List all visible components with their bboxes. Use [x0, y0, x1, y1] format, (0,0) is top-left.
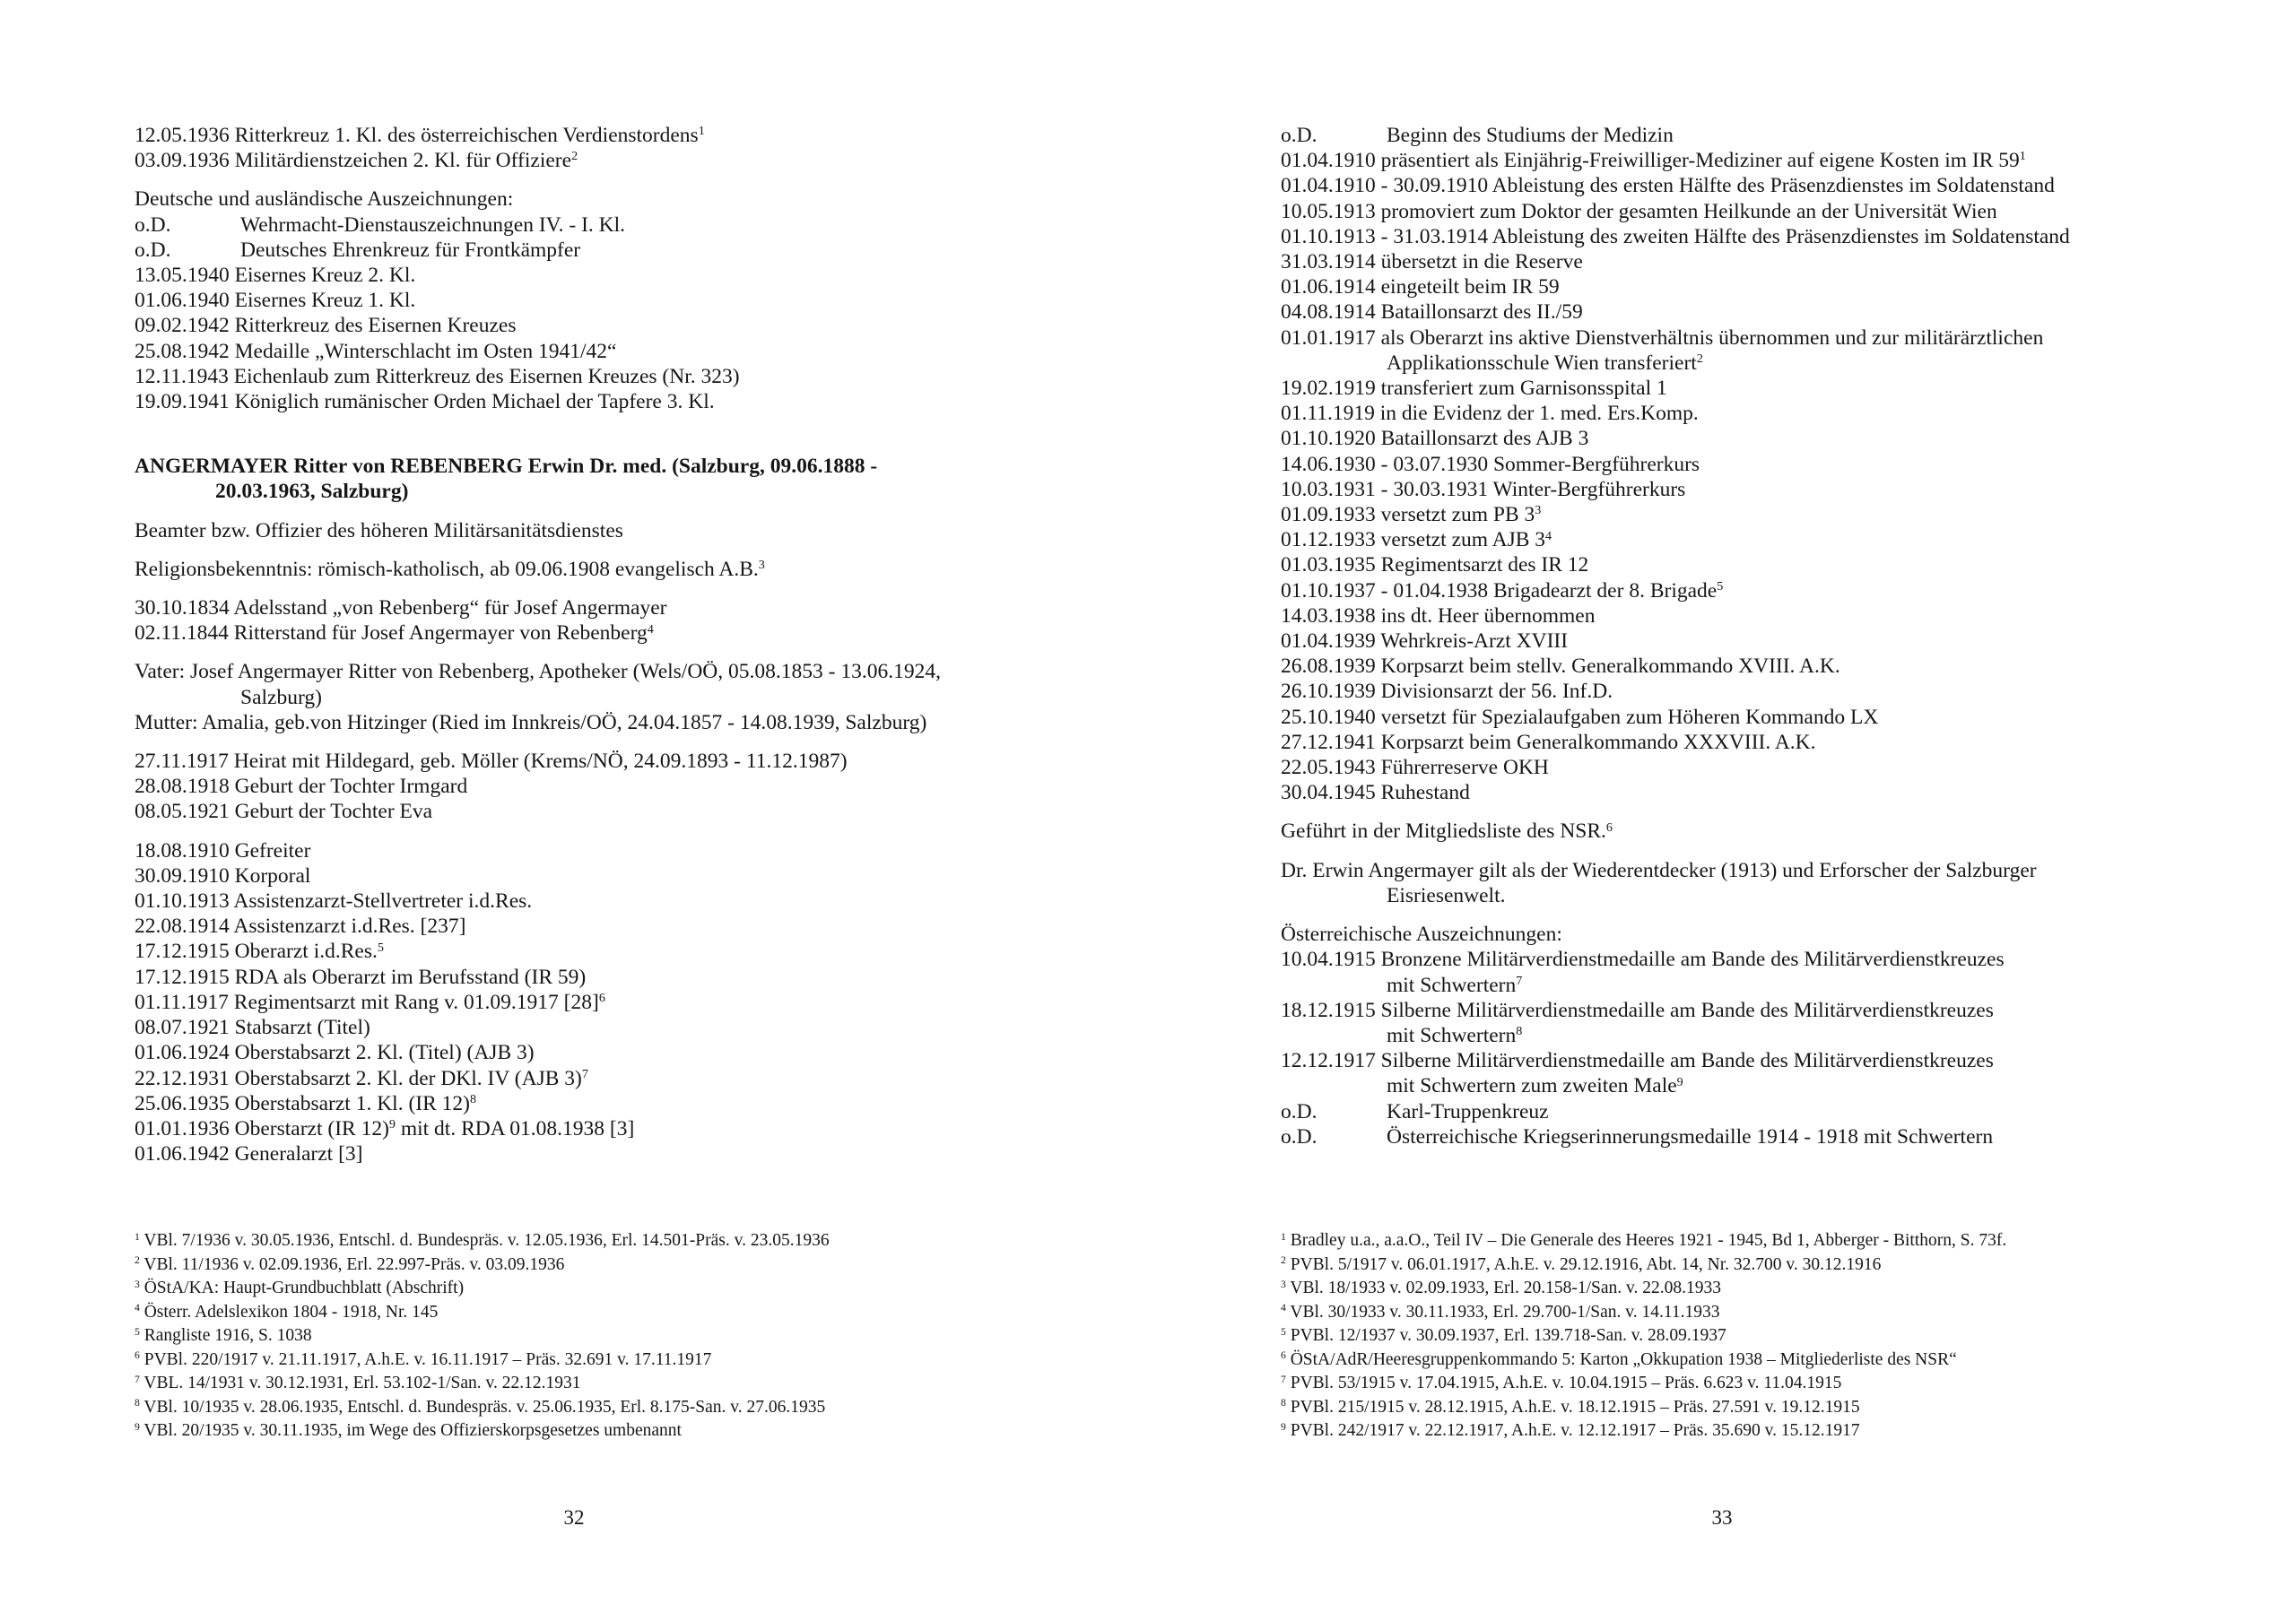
- entry-line: 01.10.1913 Assistenzarzt-Stellvertreter i.d.Res.: [135, 889, 533, 914]
- entry-line: 01.01.1936 Oberstarzt (IR 12)$^9$ mit dt. RDA 01.08.1938 [3]: [135, 1116, 635, 1140]
- footnote-number: 8: [1281, 1397, 1286, 1409]
- text-line: Deutsche und ausländische Auszeichnungen:: [135, 187, 514, 212]
- entry-date: 01.06.1942: [135, 1142, 235, 1166]
- footnote-ref: 7: [1516, 973, 1523, 988]
- entry-date: 12.11.1943: [135, 364, 234, 388]
- entry-line: 08.07.1921 Stabsarzt (Titel): [135, 1016, 370, 1040]
- entry-line: 10.03.1931 - 30.03.1931 Winter-Bergführerkurs: [1281, 477, 1686, 501]
- text-line: Dr. Erwin Angermayer gilt als der Wiederentdecker (1913) und Erforscher der Salzburger Eisriesenwelt.: [1281, 858, 2037, 907]
- entry-date: 02.11.1844: [135, 621, 234, 646]
- entry-date: 01.10.1937 - 01.04.1938: [1281, 578, 1493, 603]
- entry-date: 08.07.1921: [135, 1016, 235, 1040]
- entry-line: 17.12.1915 Oberarzt i.d.Res.$^5$: [135, 940, 384, 964]
- text-block: [1281, 858, 2260, 908]
- footnote: $^4$ VBl. 30/1933 v. 30.11.1933, Erl. 29.700-1/San. v. 14.11.1933: [1281, 1302, 1720, 1322]
- entry-date: o.D.: [1281, 1124, 1318, 1149]
- text-block: [1281, 819, 2260, 844]
- entry-date: 01.10.1913: [135, 889, 234, 914]
- entry-line: 01.01.1917 als Oberarzt ins aktive Dienstverhältnis übernommen und zur militärärztlichen Applikationsschule Wien transferiert$^2$: [1281, 325, 2044, 375]
- entry-line: 01.09.1933 versetzt zum PB $3^3$: [1281, 503, 1542, 527]
- entry-date: 03.09.1936: [135, 149, 235, 173]
- footnote: $^8$ PVBl. 215/1915 v. 28.12.1915, A.h.E. v. 18.12.1915 – Präs. 27.591 v. 19.12.1915: [1281, 1397, 1860, 1417]
- footnote-number: 8: [135, 1397, 140, 1409]
- entry-line: 01.06.1940 Eisernes Kreuz 1. Kl.: [135, 289, 416, 313]
- entry-line: 12.12.1917 Silberne Militärverdienstmedaille am Bande des Militärverdienstkreuzes mit Schwertern zum zweiten Male$^9$: [1281, 1049, 1994, 1098]
- text-line: Religionsbekenntnis: römisch-katholisch, ab 09.06.1908 evangelisch A.B.$^3$: [135, 557, 765, 581]
- text-line: Vater: Josef Angermayer Ritter von Rebenberg, Apotheker (Wels/OÖ, 05.08.1853 - 13.06.1924, Salzburg): [135, 660, 941, 709]
- entry-date: 01.09.1933: [1281, 503, 1381, 527]
- footnote-number: 9: [135, 1420, 140, 1433]
- footnote-ref: 2: [571, 149, 578, 164]
- footnote-number: 9: [1281, 1420, 1286, 1433]
- text-block: [135, 659, 1114, 735]
- text-block: [1281, 123, 2260, 805]
- entry-line: 08.05.1921 Geburt der Tochter Eva: [135, 800, 433, 824]
- entry-date: 25.08.1942: [135, 339, 235, 363]
- entry-line: 31.03.1914 übersetzt in die Reserve: [1281, 250, 1583, 274]
- entry-date: 30.09.1910: [135, 863, 235, 888]
- entry-date: o.D.: [1281, 1099, 1318, 1123]
- footnote-number: 6: [1281, 1349, 1286, 1362]
- entry-date: 01.11.1917: [135, 990, 234, 1014]
- text-block: [135, 838, 1114, 1167]
- entry-line: 01.11.1919 in die Evidenz der 1. med. Ers.Komp.: [1281, 402, 1699, 426]
- entry-date: 10.03.1931 - 30.03.1931: [1281, 477, 1493, 501]
- entry-line: 19.02.1919 transferiert zum Garnisonsspital 1: [1281, 377, 1667, 401]
- footnote-ref: 1: [698, 124, 705, 139]
- entry-date: 26.10.1939: [1281, 680, 1381, 704]
- footnote-ref: 7: [581, 1066, 588, 1081]
- page-number-33: 33: [1711, 1506, 1733, 1529]
- entry-date: 01.12.1933: [1281, 528, 1381, 552]
- entry-line: 10.04.1915 Bronzene Militärverdienstmedaille am Bande des Militärverdienstkreuzes mit Schwertern$^7$: [1281, 948, 2005, 997]
- footnote-number: 3: [1281, 1278, 1286, 1290]
- entry-line: 01.03.1935 Regimentsarzt des IR 12: [1281, 553, 1589, 577]
- entry-line: 01.10.1913 - 31.03.1914 Ableistung des zweiten Hälfte des Präsenzdienstes im Soldatenstand: [1281, 224, 2070, 248]
- footnote: $^8$ VBl. 10/1935 v. 28.06.1935, Entschl. d. Bundespräs. v. 25.06.1935, Erl. 8.175-San. v. 27.06.1935: [135, 1397, 826, 1417]
- entry-date: 13.05.1940: [135, 264, 235, 288]
- footnote-ref: 3: [1535, 503, 1542, 518]
- footnote-ref: 6: [598, 991, 605, 1006]
- footnote-number: 7: [1281, 1373, 1286, 1385]
- text-line: Beamter bzw. Offizier des höheren Militärsanitätsdienstes: [135, 518, 623, 542]
- footnote: $^9$ VBl. 20/1935 v. 30.11.1935, im Wege des Offizierskorpsgesetzes umbenannt: [135, 1420, 682, 1440]
- entry-date: 01.04.1910: [1281, 149, 1381, 173]
- entry-date: 19.09.1941: [135, 390, 235, 414]
- entry-line: 26.10.1939 Divisionsarzt der 56. Inf.D.: [1281, 680, 1613, 704]
- footnote-number: 4: [1281, 1302, 1286, 1314]
- entry-line: o.D. Deutsches Ehrenkreuz für Frontkämpfer: [135, 238, 581, 262]
- footnote: $^6$ ÖStA/AdR/Heeresgruppenkommando 5: Karton „Okkupation 1938 – Mitgliederliste des NSR“: [1281, 1349, 1957, 1369]
- footnote-number: 1: [1281, 1230, 1286, 1243]
- entry-line: 01.06.1942 Generalarzt [3]: [135, 1142, 363, 1166]
- footnote: $^7$ PVBl. 53/1915 v. 17.04.1915, A.h.E. v. 10.04.1915 – Präs. 6.623 v. 11.04.1915: [1281, 1373, 1842, 1392]
- entry-line: 01.11.1917 Regimentsarzt mit Rang v. 01.09.1917 $[28]^6$: [135, 990, 605, 1014]
- text-line: Geführt in der Mitgliedsliste des NSR.$^6$: [1281, 820, 1613, 844]
- entry-line: 22.05.1943 Führerreserve OKH: [1281, 756, 1549, 780]
- entry-date: 01.04.1939: [1281, 629, 1381, 654]
- entry-line: 14.03.1938 ins dt. Heer übernommen: [1281, 603, 1596, 628]
- entry-line: 03.09.1936 Militärdienstzeichen 2. Kl. für Offiziere$^2$: [135, 149, 578, 173]
- footnote-ref: 1: [2019, 149, 2026, 164]
- entry-date: 10.05.1913: [1281, 199, 1381, 223]
- text-block: [135, 123, 1114, 173]
- entry-date: 22.08.1914: [135, 915, 234, 939]
- entry-line: 14.06.1930 - 03.07.1930 Sommer-Bergführerkurs: [1281, 452, 1700, 476]
- entry-line: 12.11.1943 Eichenlaub zum Ritterkreuz des Eisernen Kreuzes (Nr. 323): [135, 364, 740, 388]
- entry-date: 01.06.1924: [135, 1041, 235, 1065]
- entry-line: 18.12.1915 Silberne Militärverdienstmedaille am Bande des Militärverdienstkreuzes mit Schwertern$^8$: [1281, 998, 1994, 1047]
- entry-line: 26.08.1939 Korpsarzt beim stellv. Generalkommando XVIII. A.K.: [1281, 655, 1840, 679]
- footnote: $^3$ VBl. 18/1933 v. 02.09.1933, Erl. 20.158-1/San. v. 22.08.1933: [1281, 1278, 1721, 1297]
- footnote-ref: 5: [1717, 578, 1724, 594]
- entry-date: 22.12.1931: [135, 1066, 235, 1090]
- entry-date: 12.12.1917: [1281, 1049, 1381, 1073]
- footnote: $^4$ Österr. Adelslexikon 1804 - 1918, Nr. 145: [135, 1302, 439, 1322]
- entry-line: 17.12.1915 RDA als Oberarzt im Berufsstand (IR 59): [135, 965, 587, 989]
- footnote-number: 5: [135, 1325, 140, 1338]
- entry-date: o.D.: [135, 212, 171, 237]
- footnote-ref: 2: [1696, 351, 1703, 367]
- footnote-ref: 8: [469, 1091, 477, 1106]
- footnote-ref: 9: [1676, 1074, 1683, 1089]
- footnote-ref: 4: [1545, 528, 1552, 543]
- entry-date: 01.03.1935: [1281, 553, 1381, 577]
- footnote: $^5$ Rangliste 1916, S. 1038: [135, 1325, 312, 1345]
- footnote-number: 3: [135, 1278, 140, 1290]
- footnote-ref: 3: [758, 558, 765, 573]
- footnote-ref: 8: [1516, 1024, 1523, 1039]
- entry-line: o.D. Wehrmacht-Dienstauszeichnungen IV. - I. Kl.: [135, 212, 626, 237]
- entry-date: o.D.: [135, 238, 171, 262]
- entry-date: 30.04.1945: [1281, 781, 1381, 805]
- page-32-body: [135, 123, 1114, 1180]
- text-block: [135, 557, 1114, 582]
- footnote: $^9$ PVBl. 242/1917 v. 22.12.1917, A.h.E. v. 12.12.1917 – Präs. 35.690 v. 15.12.1917: [1281, 1420, 1860, 1440]
- footnote-ref: 9: [388, 1117, 396, 1132]
- entry-date: 28.08.1918: [135, 775, 235, 799]
- footnote-number: 5: [1281, 1325, 1286, 1338]
- footnote: $^1$ Bradley u.a., a.a.O., Teil IV – Die Generale des Heeres 1921 - 1945, Bd 1, Abberger - Bitthorn, S. 73f.: [1281, 1230, 2007, 1250]
- footnote: $^6$ PVBl. 220/1917 v. 21.11.1917, A.h.E. v. 16.11.1917 – Präs. 32.691 v. 17.11.1917: [135, 1349, 712, 1369]
- entry-date: 01.04.1910 - 30.09.1910: [1281, 174, 1492, 198]
- entry-line: 01.06.1914 eingeteilt beim IR 59: [1281, 275, 1560, 299]
- entry-line: 02.11.1844 Ritterstand für Josef Angermayer von Rebenberg$^4$: [135, 621, 654, 646]
- page-32-footnotes: [135, 1229, 1114, 1444]
- footnote: $^2$ PVBl. 5/1917 v. 06.01.1917, A.h.E. v. 29.12.1916, Abt. 14, Nr. 32.700 v. 30.12.1916: [1281, 1254, 1882, 1274]
- entry-line: 01.04.1939 Wehrkreis-Arzt XVIII: [1281, 629, 1569, 654]
- footnote-ref: 4: [647, 621, 654, 637]
- entry-date: 09.02.1942: [135, 314, 235, 338]
- footnote-number: 1: [135, 1230, 140, 1243]
- entry-date: 08.05.1921: [135, 800, 235, 824]
- text-block: [135, 595, 1114, 646]
- entry-date: 17.12.1915: [135, 940, 235, 964]
- text-block: [135, 186, 1114, 414]
- text-line: ANGERMAYER Ritter von REBENBERG Erwin Dr. med. (Salzburg, 09.06.1888 - 20.03.1963, Salzburg): [135, 455, 878, 504]
- footnote-number: 4: [135, 1302, 140, 1314]
- text-line: Österreichische Auszeichnungen:: [1281, 923, 1562, 947]
- entry-date: 14.06.1930 - 03.07.1930: [1281, 452, 1493, 476]
- entry-line: 27.12.1941 Korpsarzt beim Generalkommando XXXVIII. A.K.: [1281, 730, 1816, 754]
- entry-line: 22.12.1931 Oberstabsarzt 2. Kl. der DKl. IV (AJB 3)$^7$: [135, 1066, 588, 1090]
- text-line: Mutter: Amalia, geb.von Hitzinger (Ried im Innkreis/OÖ, 24.04.1857 - 14.08.1939, Salzburg): [135, 710, 927, 734]
- entry-date: 27.11.1917: [135, 750, 234, 774]
- entry-line: 30.10.1834 Adelsstand „von Rebenberg“ für Josef Angermayer: [135, 596, 667, 620]
- entry-line: o.D. Österreichische Kriegserinnerungsmedaille 1914 - 1918 mit Schwertern: [1281, 1124, 1994, 1149]
- entry-line: 22.08.1914 Assistenzarzt i.d.Res. [237]: [135, 915, 466, 939]
- footnote: $^7$ VBL. 14/1931 v. 30.12.1931, Erl. 53.102-1/San. v. 22.12.1931: [135, 1373, 581, 1392]
- page-number-32: 32: [563, 1506, 585, 1529]
- footnote-number: 6: [135, 1349, 140, 1362]
- entry-date: 04.08.1914: [1281, 300, 1381, 325]
- entry-date: 10.04.1915: [1281, 948, 1381, 972]
- entry-date: 31.03.1914: [1281, 250, 1381, 274]
- entry-date: 19.02.1919: [1281, 377, 1381, 401]
- footnote-number: 2: [1281, 1254, 1286, 1267]
- footnote: $^1$ VBl. 7/1936 v. 30.05.1936, Entschl. d. Bundespräs. v. 12.05.1936, Erl. 14.501-Präs. v. 23.05.1936: [135, 1230, 830, 1250]
- footnote: $^3$ ÖStA/KA: Haupt-Grundbuchblatt (Abschrift): [135, 1278, 465, 1297]
- footnote-number: 7: [135, 1373, 140, 1385]
- entry-line: 01.12.1933 versetzt zum AJB $3^4$: [1281, 528, 1552, 552]
- entry-line: 01.10.1937 - 01.04.1938 Brigadearzt der 8. Brigade$^5$: [1281, 578, 1724, 603]
- entry-line: 30.09.1910 Korporal: [135, 863, 311, 888]
- entry-line: 10.05.1913 promoviert zum Doktor der gesamten Heilkunde an der Universität Wien: [1281, 199, 1997, 223]
- entry-line: 09.02.1942 Ritterkreuz des Eisernen Kreuzes: [135, 314, 517, 338]
- entry-line: 13.05.1940 Eisernes Kreuz 2. Kl.: [135, 264, 416, 288]
- entry-date: 22.05.1943: [1281, 756, 1381, 780]
- entry-line: 01.04.1910 - 30.09.1910 Ableistung des ersten Hälfte des Präsenzdienstes im Soldatenstand: [1281, 174, 2055, 198]
- entry-date: 27.12.1941: [1281, 730, 1381, 754]
- page-33-footnotes: [1281, 1229, 2260, 1444]
- entry-date: 25.06.1935: [135, 1091, 235, 1115]
- entry-date: 01.11.1919: [1281, 402, 1380, 426]
- entry-line: 25.08.1942 Medaille „Winterschlacht im Osten 1941/42“: [135, 339, 617, 363]
- entry-date: 01.10.1913 - 31.03.1914: [1281, 224, 1492, 248]
- entry-date: 01.06.1940: [135, 289, 235, 313]
- entry-line: 12.05.1936 Ritterkreuz 1. Kl. des österreichischen Verdienstordens$^1$: [135, 124, 705, 147]
- entry-line: 25.06.1935 Oberstabsarzt 1. Kl. (IR 12)$^8$: [135, 1091, 477, 1115]
- entry-line: 18.08.1910 Gefreiter: [135, 838, 311, 863]
- entry-date: 12.05.1936: [135, 124, 235, 147]
- page-33-body: [1281, 123, 2260, 1163]
- entry-date: 17.12.1915: [135, 965, 235, 989]
- entry-line: 01.04.1910 präsentiert als Einjährig-Freiwilliger-Mediziner auf eigene Kosten im IR $59^1$: [1281, 149, 2026, 173]
- entry-line: 30.04.1945 Ruhestand: [1281, 781, 1470, 805]
- entry-date: 25.10.1940: [1281, 705, 1381, 729]
- entry-line: 27.11.1917 Heirat mit Hildegard, geb. Möller (Krems/NÖ, 24.09.1893 - 11.12.1987): [135, 750, 848, 774]
- entry-date: 26.08.1939: [1281, 655, 1381, 679]
- text-block: [135, 518, 1114, 543]
- entry-heading: [135, 454, 1114, 504]
- footnote: $^2$ VBl. 11/1936 v. 02.09.1936, Erl. 22.997-Präs. v. 03.09.1936: [135, 1254, 565, 1274]
- entry-line: 01.10.1920 Bataillonsarzt des AJB 3: [1281, 427, 1589, 451]
- entry-line: 01.06.1924 Oberstabsarzt 2. Kl. (Titel) (AJB 3): [135, 1041, 535, 1065]
- entry-line: o.D. Beginn des Studiums der Medizin: [1281, 124, 1674, 147]
- entry-line: 19.09.1941 Königlich rumänischer Orden Michael der Tapfere 3. Kl.: [135, 390, 715, 414]
- entry-date: 18.12.1915: [1281, 998, 1381, 1022]
- footnote: $^5$ PVBl. 12/1937 v. 30.09.1937, Erl. 139.718-San. v. 28.09.1937: [1281, 1325, 1726, 1345]
- entry-date: 30.10.1834: [135, 596, 234, 620]
- entry-date: 14.03.1938: [1281, 603, 1381, 628]
- entry-date: 01.10.1920: [1281, 427, 1381, 451]
- footnote-ref: 6: [1605, 820, 1613, 835]
- entry-line: 25.10.1940 versetzt für Spezialaufgaben zum Höheren Kommando LX: [1281, 705, 1879, 729]
- footnote-ref: 5: [377, 940, 384, 955]
- entry-line: o.D. Karl-Truppenkreuz: [1281, 1099, 1549, 1123]
- entry-date: 01.01.1917: [1281, 325, 1381, 350]
- entry-line: 28.08.1918 Geburt der Tochter Irmgard: [135, 775, 468, 799]
- text-block: [1281, 922, 2260, 1149]
- entry-date: 01.06.1914: [1281, 275, 1381, 299]
- entry-date: 18.08.1910: [135, 838, 235, 863]
- entry-line: 04.08.1914 Bataillonsarzt des II./59: [1281, 300, 1583, 325]
- entry-date: 01.01.1936: [135, 1116, 235, 1140]
- entry-date: o.D.: [1281, 124, 1318, 147]
- text-block: [135, 749, 1114, 825]
- footnote-number: 2: [135, 1254, 140, 1267]
